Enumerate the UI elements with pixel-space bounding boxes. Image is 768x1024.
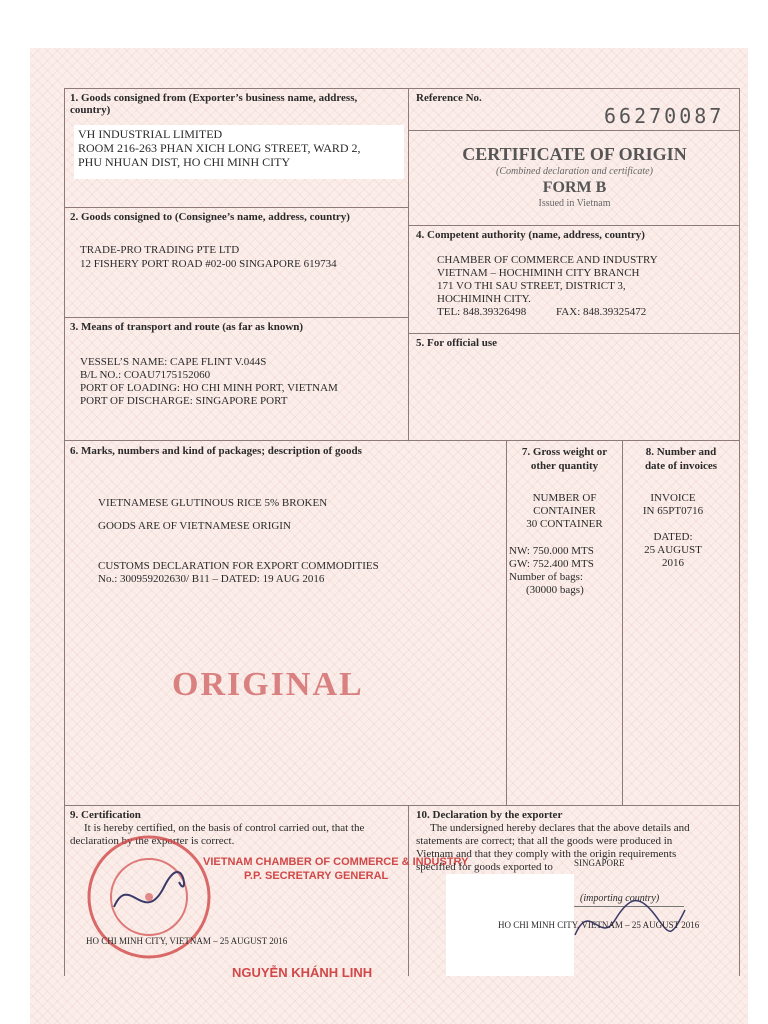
transport-loading: PORT OF LOADING: HO CHI MINH PORT, VIETNAM: [80, 382, 338, 394]
transport-discharge: PORT OF DISCHARGE: SINGAPORE PORT: [80, 395, 288, 407]
box8-title-line1: 8. Number and: [645, 446, 717, 458]
box1-title-line2: country): [70, 104, 111, 116]
gross-weight: GW: 752.400 MTS: [509, 558, 594, 570]
declaration-text-line4: specified for goods exported to: [416, 861, 553, 873]
box2-title: 2. Goods consigned to (Consignee’s name, address, country): [70, 211, 350, 223]
certification-place-date: HO CHI MINH CITY, VIETNAM – 25 AUGUST 2016: [86, 936, 288, 946]
importing-country-value: SINGAPORE: [574, 858, 625, 868]
rule-header-bottom: [408, 225, 739, 226]
box1-title-line1: 1. Goods consigned from (Exporter’s business name, address,: [70, 92, 358, 104]
original-stamp: ORIGINAL: [172, 666, 364, 703]
rule-left: [64, 88, 65, 976]
box9-title: 9. Certification: [70, 809, 141, 821]
certificate-subtitle: (Combined declaration and certificate): [496, 166, 653, 177]
issued-in: Issued in Vietnam: [538, 198, 611, 209]
bags-label: Number of bags:: [509, 571, 583, 583]
reference-number: 66270087: [604, 104, 725, 128]
invoice-dated-label: DATED:: [653, 531, 693, 543]
rule-goods-bottom: [64, 805, 740, 806]
declaration-text-line2: statements are correct; that all the goods were produced in: [416, 835, 673, 847]
stamp-chamber: VIETNAM CHAMBER OF COMMERCE & INDUSTRY: [203, 856, 469, 868]
goods-origin: GOODS ARE OF VIETNAMESE ORIGIN: [98, 520, 291, 532]
exporter-address-line1: ROOM 216-263 PHAN XICH LONG STREET, WARD 2,: [78, 141, 361, 155]
rule-mid-top: [408, 88, 409, 440]
transport-bl: B/L NO.: COAU7175152060: [80, 369, 211, 381]
rule-ref-bottom: [408, 130, 739, 131]
box4-title: 4. Competent authority (name, address, country): [416, 229, 645, 241]
box5-title: 5. For official use: [416, 337, 498, 349]
rule-box3-bottom: [64, 440, 740, 441]
form-name: FORM B: [542, 179, 607, 196]
authority-line2: VIETNAM – HOCHIMINH CITY BRANCH: [437, 267, 640, 279]
rule-top: [64, 88, 740, 89]
importing-country-caption: (importing country): [580, 893, 660, 904]
certification-text-line2: declaration by the exporter is correct.: [70, 835, 235, 847]
declaration-text-line3: Vietnam and that they comply with the origin requirements: [416, 848, 677, 860]
authority-line1: CHAMBER OF COMMERCE AND INDUSTRY: [437, 254, 658, 266]
rule-box4-bottom: [408, 333, 739, 334]
consignee-name: TRADE-PRO TRADING PTE LTD: [80, 244, 240, 256]
box8-title-line2: date of invoices: [644, 460, 718, 472]
rule-box1-bottom: [64, 207, 408, 208]
box3-title: 3. Means of transport and route (as far as known): [70, 321, 304, 333]
quantity-line1: NUMBER OF: [532, 492, 597, 504]
declaration-place-date: HO CHI MINH CITY, VIETNAM – 25 AUGUST 2016: [498, 920, 700, 930]
certificate-title: CERTIFICATE OF ORIGIN: [462, 144, 687, 164]
certification-text-line1: It is hereby certified, on the basis of control carried out, that the: [84, 822, 365, 834]
reference-label: Reference No.: [416, 92, 482, 104]
bags-count: (30000 bags): [526, 584, 584, 596]
authority-line3: 171 VO THI SAU STREET, DISTRICT 3,: [437, 280, 626, 292]
box7-title-line1: 7. Gross weight or: [521, 446, 608, 458]
quantity-line2: CONTAINER: [533, 505, 596, 517]
authority-line4: HOCHIMINH CITY.: [437, 293, 531, 305]
invoice-label: INVOICE: [650, 492, 696, 504]
consignee-address: 12 FISHERY PORT ROAD #02-00 SINGAPORE 619734: [80, 258, 337, 270]
declaration-text-line1: The undersigned hereby declares that the above details and: [430, 822, 690, 834]
customs-declaration-line2: No.: 300959202630/ B11 – DATED: 19 AUG 2016: [98, 573, 325, 585]
rule-right: [739, 88, 740, 976]
exporter-address-line2: PHU NHUAN DIST, HO CHI MINH CITY: [78, 155, 291, 169]
rule-box2-bottom: [64, 317, 408, 318]
quantity-line3: 30 CONTAINER: [526, 518, 603, 530]
invoice-date-year: 2016: [662, 557, 684, 569]
stamp-secretary: P.P. SECRETARY GENERAL: [244, 870, 389, 882]
goods-description: VIETNAMESE GLUTINOUS RICE 5% BROKEN: [98, 497, 328, 509]
box7-title-line2: other quantity: [530, 460, 599, 472]
exporter-name: VH INDUSTRIAL LIMITED: [78, 127, 223, 141]
signer-name: NGUYỄN KHÁNH LINH: [232, 965, 373, 980]
box10-title: 10. Declaration by the exporter: [416, 809, 563, 821]
box6-title: 6. Marks, numbers and kind of packages; description of goods: [70, 445, 362, 457]
authority-fax: FAX: 848.39325472: [556, 306, 647, 318]
net-weight: NW: 750.000 MTS: [509, 545, 594, 557]
customs-declaration-line1: CUSTOMS DECLARATION FOR EXPORT COMMODITIES: [98, 560, 379, 572]
invoice-number: IN 65PT0716: [642, 505, 704, 517]
authority-tel: TEL: 848.39326498: [437, 306, 527, 318]
transport-vessel: VESSEL’S NAME: CAPE FLINT V.044S: [80, 356, 267, 368]
rule-mid-bottom: [408, 805, 409, 976]
invoice-date-day: 25 AUGUST: [644, 544, 702, 556]
